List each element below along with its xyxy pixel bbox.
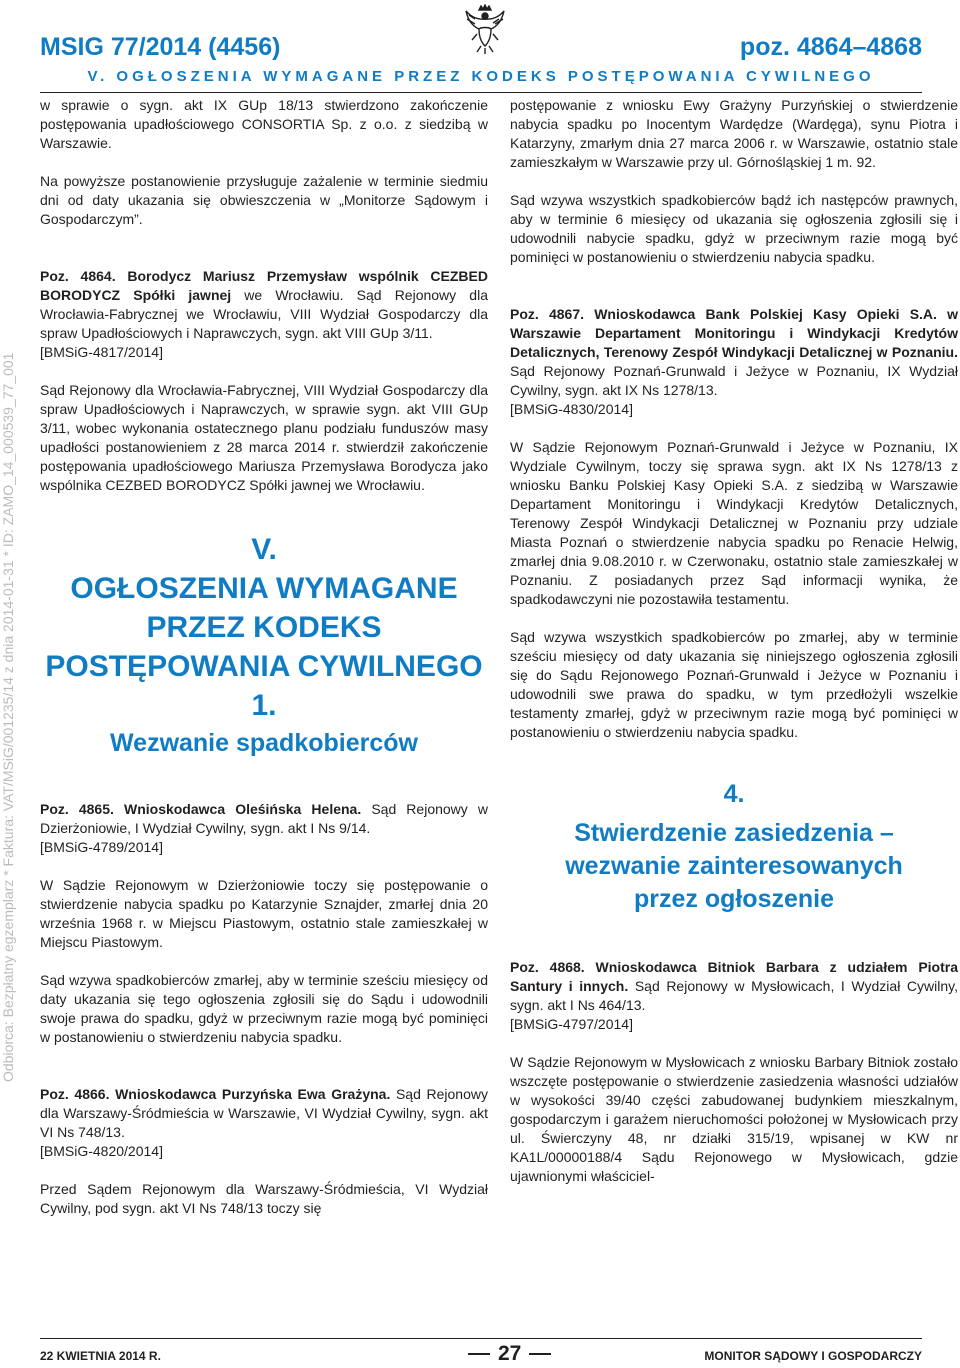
notice-title: Poz. 4864. Borodycz Mariusz Przemysław wspólnik CEZBED BORODYCZ Spółki jawnej xyxy=(40,268,488,303)
subsection-title-line: wezwanie zainteresowanych xyxy=(565,852,903,880)
notice-title: Poz. 4867. Wnioskodawca Bank Polskiej Kasy Opieki S.A. w Warszawie Departament Monitoringu i Windykacji Kredytów Detalicznych, Terenowy Zespół Windykacji Detalicznej w Poznaniu. xyxy=(510,306,958,360)
chapter-title-line: PRZEZ KODEKS xyxy=(146,611,382,644)
journal-name: MONITOR SĄDOWY I GOSPODARCZY xyxy=(704,1349,922,1363)
notice-title: Poz. 4865. Wnioskodawca Oleśińska Helena. xyxy=(40,801,362,817)
notice-heading-4867 xyxy=(510,305,958,400)
notice-court: Sąd Rejonowy dla Warszawy-Śródmieścia w Warszawie, VI Wydział Cywilny, sygn. akt VI Ns 748/13. xyxy=(40,1086,488,1140)
paragraph: postępowanie z wniosku Ewy Grażyny Purzyńskiej o stwierdzenie nabycia spadku po Inocentym Wardędze (Wardęga), synu Piotra i Katarzyny, zmarłym dnia 27 marca 2006 r. w Warszawie, ostatnio stale zamieszkałym w Warszawie przy ul. Górnośląskiej 1 m. 92. xyxy=(510,97,958,170)
chapter-heading xyxy=(40,530,488,760)
paragraph: w sprawie o sygn. akt IX GUp 18/13 stwierdzono zakończenie postępowania upadłościowego CONSORTIA Sp. z o.o. z siedzibą w Warszawie. xyxy=(40,97,488,151)
right-column xyxy=(510,96,958,1186)
position-range: poz. 4864–4868 xyxy=(739,33,922,61)
notice-ref: [BMSiG-4820/2014] xyxy=(40,1143,163,1159)
issue-date: 22 KWIETNIA 2014 R. xyxy=(40,1349,161,1363)
subsection-number: 1. xyxy=(251,689,277,722)
paragraph: Przed Sądem Rejonowym dla Warszawy-Śródmieścia, VI Wydział Cywilny, pod sygn. akt VI Ns 748/13 toczy się xyxy=(40,1181,488,1216)
notice-ref: [BMSiG-4817/2014] xyxy=(40,344,163,360)
chapter-title-line: POSTĘPOWANIA CYWILNEGO xyxy=(45,650,483,683)
paragraph: W Sądzie Rejonowym Poznań-Grunwald i Jeżyce w Poznaniu, IX Wydziale Cywilnym, toczy się sprawa sygn. akt IX Ns 1278/13 z wniosku Banku Polskiej Kasy Opieki S.A. z siedzibą w Warszawie Departament Monitoringu i Windykacji Kredytów Detalicznych, Terenowy Zespół Windykacji Detalicznej w Poznaniu przy udziale Miasta Poznań o stwierdzenie nabycia spadku po Renacie Helwig, zmarłej dnia 9.08.2010 r. w Czerwonaku, ostatnio stale zamieszkałej w Poznaniu. Z posiadanych przez Sąd informacji wynika, że spadkodawczyni nie pozostawiła testamentu. xyxy=(510,439,958,607)
subsection-title-line: przez ogłoszenie xyxy=(633,885,835,913)
notice-heading-4866 xyxy=(40,1085,488,1142)
chapter-number: V. xyxy=(251,533,277,566)
subsection-heading xyxy=(510,778,958,916)
page-number-group xyxy=(460,1342,559,1366)
left-column xyxy=(40,96,488,1218)
polish-eagle-emblem-icon xyxy=(463,4,507,56)
subsection-number: 4. xyxy=(723,780,745,808)
paragraph: Sąd wzywa wszystkich spadkobierców bądź ich następców prawnych, aby w terminie 6 miesięcy od ukazania się ogłoszenia zgłosili się i udowodnili nabycie spadku, gdyż w przeciwnym razie mogą być pominięci w postanowieniu o stwierdzeniu nabycia spadku. xyxy=(510,192,958,265)
notice-heading-4864 xyxy=(40,267,488,343)
notice-title: Poz. 4868. Wnioskodawca Bitniok Barbara z udziałem Piotra Santury i innych. xyxy=(510,959,958,994)
paragraph: Sąd wzywa spadkobierców zmarłej, aby w terminie sześciu miesięcy od daty ukazania się tego ogłoszenia zgłosili się do Sądu i udowodnili swoje prawa do spadku, gdyż w przeciwnym razie mogą być pominięci w postanowieniu o stwierdzeniu nabycia spadku. xyxy=(40,972,488,1045)
notice-court: Sąd Rejonowy Poznań-Grunwald i Jeżyce w Poznaniu, IX Wydział Cywilny, sygn. akt IX Ns 1278/13. xyxy=(510,363,958,398)
footer-divider xyxy=(40,1338,922,1339)
notice-court: Sąd Rejonowy w Dzierżoniowie, I Wydział Cywilny, sygn. akt I Ns 9/14. xyxy=(40,801,488,836)
notice-heading-4865 xyxy=(40,800,488,838)
paragraph: W Sądzie Rejonowym w Dzierżoniowie toczy się postępowanie o stwierdzenie nabycia spadku po Katarzynie Sznajder, zmarłej dnia 20 września 1968 r. w Miejscu Piastowym, ostatnio stale zamieszkałej w Miejscu Piastowym. xyxy=(40,877,488,950)
notice-ref: [BMSiG-4797/2014] xyxy=(510,1016,633,1032)
paragraph: Sąd Rejonowy dla Wrocławia-Fabrycznej, VIII Wydział Gospodarczy dla spraw Upadłościowych i Naprawczych, w sprawie sygn. akt VIII GUp 3/11, wobec wykonania ostatecznego planu podziału funduszów masy upadłości postanowieniem z 28 marca 2014 r. stwierdził zakończenie postępowania upadłościowego Mariusza Przemysława Borodycza jako wspólnika CEZBED BORODYCZ Spółki jawnej we Wrocławiu. xyxy=(40,382,488,493)
header-divider xyxy=(40,92,922,93)
paragraph: Sąd wzywa wszystkich spadkobierców po zmarłej, aby w terminie sześciu miesięcy od daty ukazania się niniejszego ogłoszenia zgłosili się do Sądu Rejonowego Poznań-Grunwald i Jeżyce w Poznaniu i udowodnili swe prawa do spadku, w tym przedłożyli wszelkie testamenty zmarłej, gdyż w przeciwnym razie mogą być pominięci w postanowieniu o stwierdzeniu nabycia spadku. xyxy=(510,629,958,740)
notice-court: Sąd Rejonowy w Mysłowicach, I Wydział Cywilny, sygn. akt I Ns 464/13. xyxy=(510,978,958,1013)
notice-court: we Wrocławiu. Sąd Rejonowy dla Wrocławia-Fabrycznej we Wrocławiu, VIII Wydział Gospodarczy dla spraw Upadłościowych i Naprawczych, sygn. akt VIII GUp 3/11. xyxy=(40,287,488,341)
notice-title: Poz. 4866. Wnioskodawca Purzyńska Ewa Grażyna. xyxy=(40,1086,391,1102)
page-number: 27 xyxy=(498,1342,522,1365)
subsection-title: Wezwanie spadkobierców xyxy=(110,729,418,757)
notice-heading-4868 xyxy=(510,958,958,1015)
notice-ref: [BMSiG-4789/2014] xyxy=(40,839,163,855)
subsection-title-line: Stwierdzenie zasiedzenia – xyxy=(574,819,894,847)
watermark-sidebar: Odbiorca: Bezpłatny egzemplarz * Faktura: VAT/MSiG/001235/14 z dnia 2014-01-31 * ID: ZAMO_14_000539_77_001 xyxy=(0,352,16,1082)
journal-issue: MSIG 77/2014 (4456) xyxy=(40,33,281,61)
chapter-title-line: OGŁOSZENIA WYMAGANE xyxy=(70,572,458,605)
section-title: V. OGŁOSZENIA WYMAGANE PRZEZ KODEKS POSTĘPOWANIA CYWILNEGO xyxy=(87,68,875,85)
notice-ref: [BMSiG-4830/2014] xyxy=(510,401,633,417)
paragraph: Na powyższe postanowienie przysługuje zażalenie w terminie siedmiu dni od daty ukazania się obwieszczenia w „Monitorze Sądowym i Gospodarczym”. xyxy=(40,173,488,227)
paragraph: W Sądzie Rejonowym w Mysłowicach z wniosku Barbary Bitniok zostało wszczęte postępowanie o stwierdzenie zasiedzenia własności udziałów w wysokości 39/40 części zabudowanej budynkiem mieszkalnym, gospodarczym i garażem nieruchomości położonej w Mysłowicach przy ul. Świerczyny 48, nr działki 315/19, wpisanej w KW nr KA1L/00000188/4 Sądu Rejonowego w Mysłowicach, gdzie ujawnionymi właściciel- xyxy=(510,1054,958,1184)
